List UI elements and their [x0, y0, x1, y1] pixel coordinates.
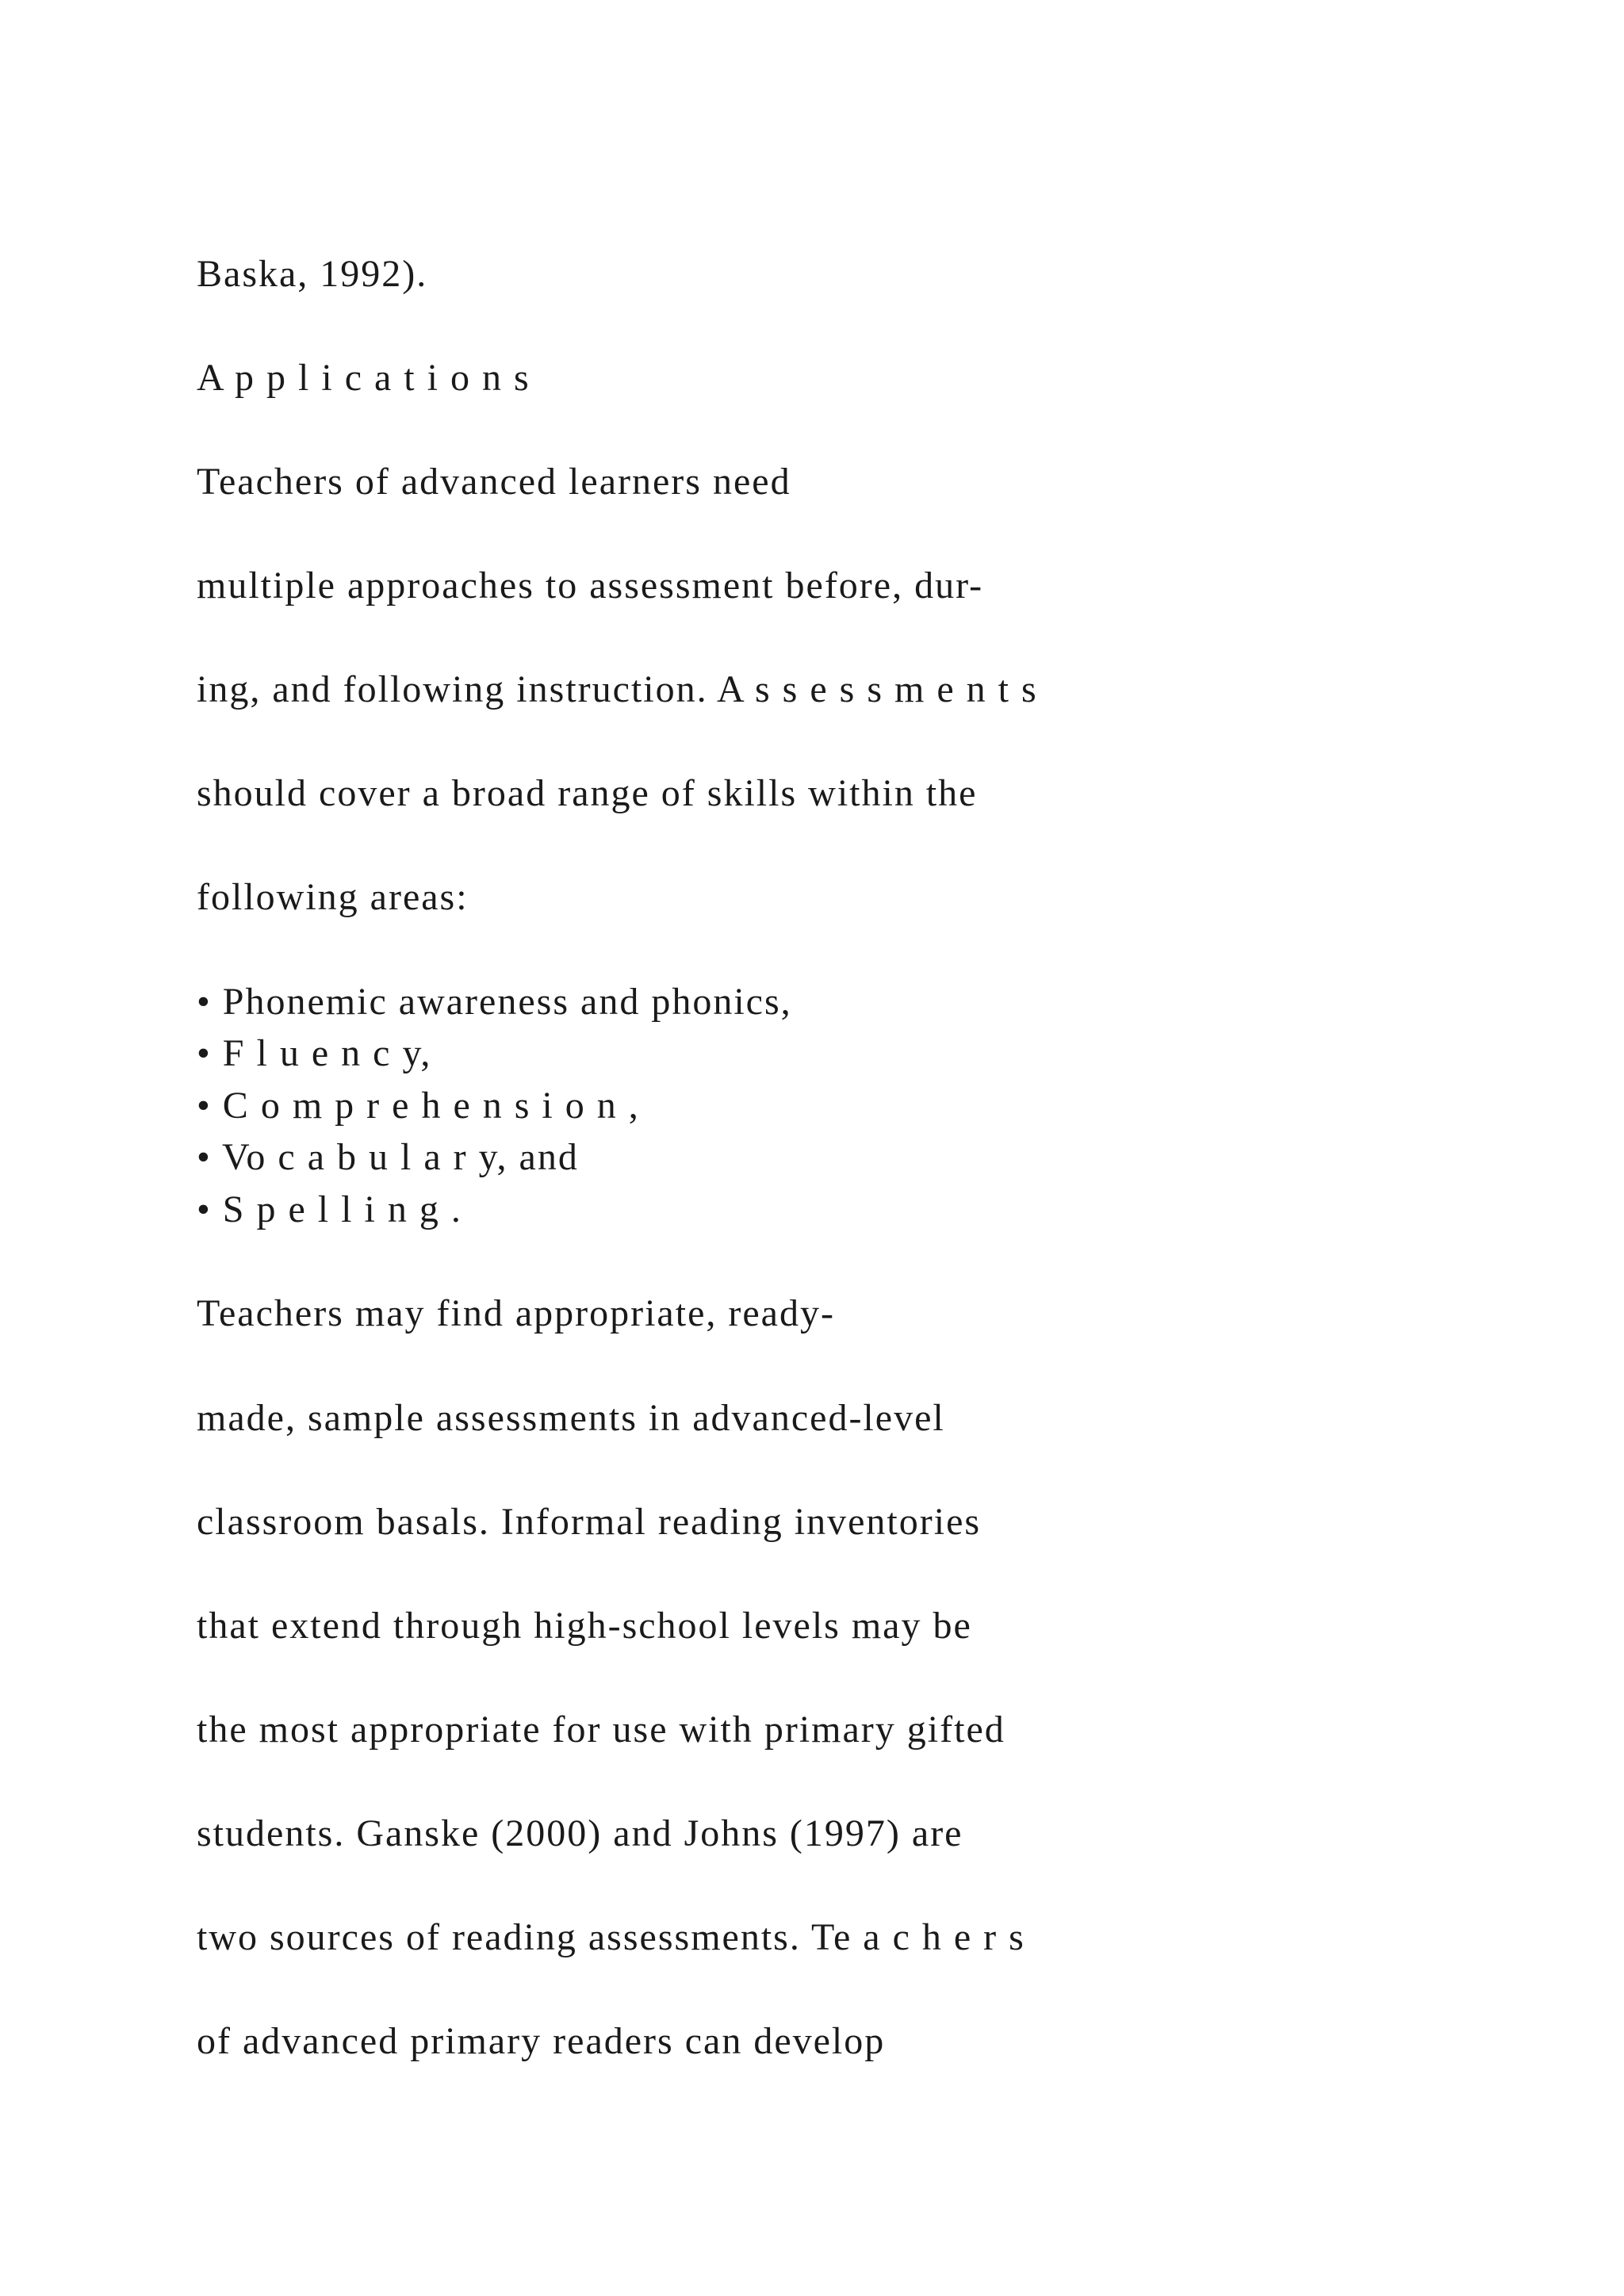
- section-heading: A p p l i c a t i o n s: [197, 357, 530, 399]
- text-line: students. Ganske (2000) and Johns (1997) are: [197, 1812, 963, 1854]
- text-line: should cover a broad range of skills within the: [197, 772, 978, 814]
- text-line: of advanced primary readers can develop: [197, 2020, 886, 2062]
- text-line: classroom basals. Informal reading inventories: [197, 1501, 982, 1543]
- text-line: Baska, 1992).: [197, 253, 428, 295]
- text-line: Teachers of advanced learners need: [197, 461, 791, 503]
- text-line: multiple approaches to assessment before, dur-: [197, 564, 984, 607]
- text-line: that extend through high-school levels may be: [197, 1605, 972, 1647]
- text-line: the most appropriate for use with primary gifted: [197, 1709, 1005, 1751]
- bullet-item: • Phonemic awareness and phonics,: [197, 981, 792, 1023]
- text-line: Teachers may find appropriate, ready-: [197, 1292, 835, 1334]
- text-line: ing, and following instruction. A s s e s s m e n t s: [197, 668, 1038, 710]
- text-line: following areas:: [197, 876, 469, 918]
- bullet-item: • F l u e n c y,: [197, 1032, 432, 1074]
- bullet-item: • S p e l l i n g .: [197, 1188, 462, 1230]
- bullet-item: • C o m p r e h e n s i o n ,: [197, 1085, 640, 1127]
- text-line: two sources of reading assessments. Te a c h e r s: [197, 1916, 1025, 1958]
- text-line: made, sample assessments in advanced-level: [197, 1397, 945, 1439]
- bullet-item: • Vo c a b u l a r y, and: [197, 1136, 579, 1178]
